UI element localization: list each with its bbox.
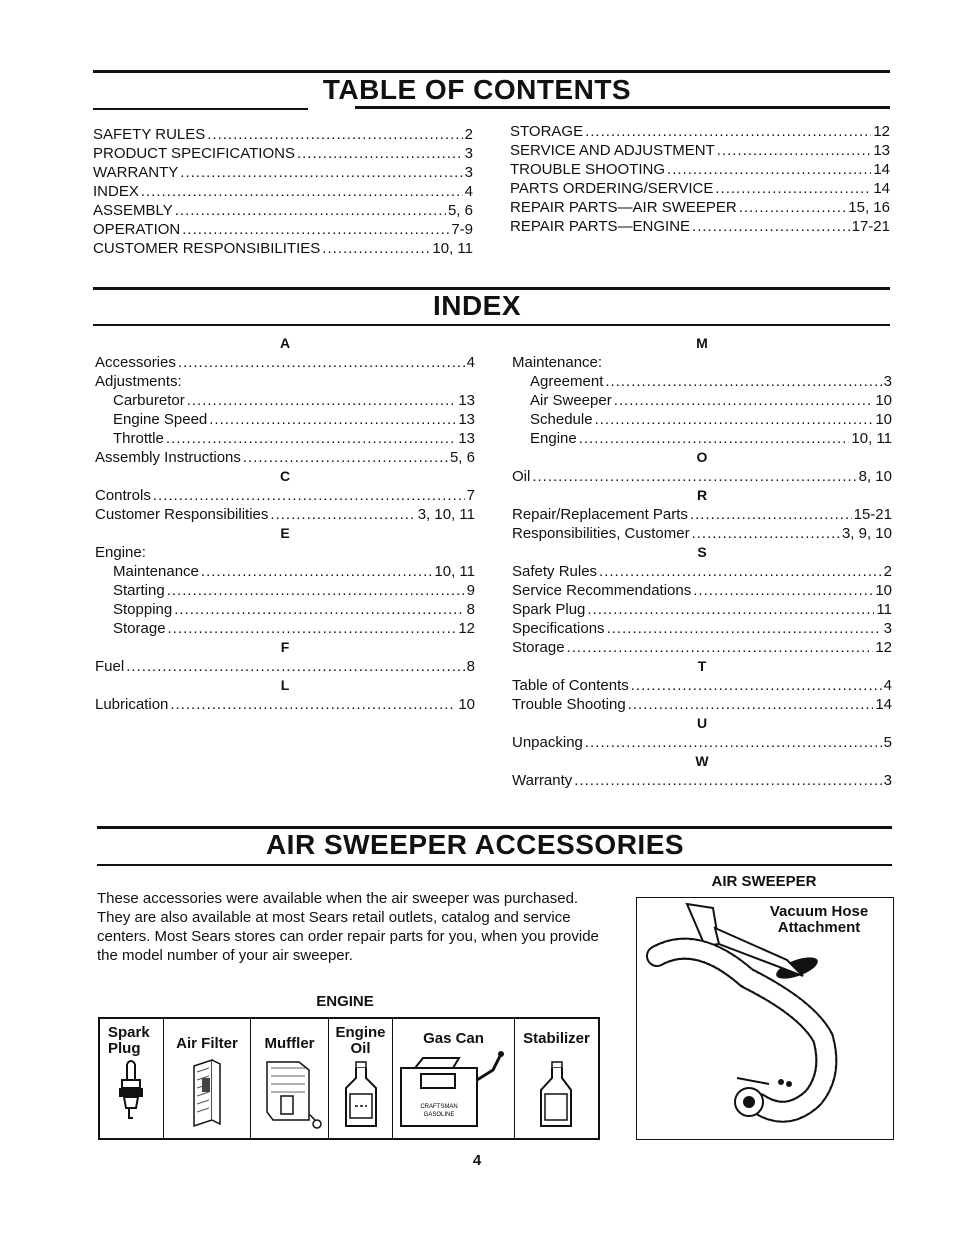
entry-label: Specifications bbox=[512, 620, 605, 637]
entry-label: Oil bbox=[512, 468, 531, 485]
dot-leader bbox=[631, 676, 882, 695]
entry-page: 10 bbox=[875, 411, 892, 428]
entry-label: PARTS ORDERING/SERVICE bbox=[510, 180, 714, 197]
dot-leader bbox=[174, 600, 464, 619]
entry-label: REPAIR PARTS—AIR SWEEPER bbox=[510, 199, 737, 216]
dot-leader bbox=[167, 581, 465, 600]
index-subentry bbox=[512, 410, 892, 429]
entry-page: 3, 10, 11 bbox=[417, 506, 475, 523]
toc-top-rule bbox=[93, 70, 890, 73]
index-subentry bbox=[95, 391, 475, 410]
entry-label: Accessories bbox=[95, 354, 176, 371]
dot-leader bbox=[667, 160, 871, 179]
entry-page: 13 bbox=[458, 430, 475, 447]
entry-page: 10 bbox=[875, 392, 892, 409]
entry-label: Service Recommendations bbox=[512, 582, 692, 599]
dot-leader bbox=[587, 600, 874, 619]
accessory-label: Air Filter bbox=[176, 1035, 238, 1052]
gas-can-brand: CRAFTSMAN bbox=[420, 1104, 458, 1110]
dot-leader bbox=[166, 429, 456, 448]
entry-page: 8 bbox=[466, 658, 475, 675]
accessory-air-filter bbox=[164, 1019, 251, 1138]
entry-page: 15, 16 bbox=[848, 199, 890, 216]
entry-label: ASSEMBLY bbox=[93, 202, 173, 219]
entry-page: 10, 11 bbox=[851, 430, 892, 447]
spark-plug-icon bbox=[100, 1054, 164, 1134]
dot-leader bbox=[126, 657, 464, 676]
dot-leader bbox=[693, 581, 873, 600]
toc-entry bbox=[510, 217, 890, 236]
index-entry bbox=[512, 524, 892, 543]
entry-label: Table of Contents bbox=[512, 677, 629, 694]
entry-page: 9 bbox=[466, 582, 475, 599]
toc-entry bbox=[510, 122, 890, 141]
accessories-title: AIR SWEEPER ACCESSORIES bbox=[265, 829, 685, 860]
entry-page: 2 bbox=[464, 126, 473, 143]
sweeper-label: AIR SWEEPER bbox=[711, 873, 817, 890]
accessory-label: Spark Plug bbox=[108, 1024, 150, 1057]
index-letter: A bbox=[279, 335, 291, 351]
toc-entry bbox=[510, 141, 890, 160]
entry-label: Unpacking bbox=[512, 734, 583, 751]
toc-entry bbox=[93, 220, 473, 239]
entry-page: 3 bbox=[464, 145, 473, 162]
entry-label: SERVICE AND ADJUSTMENT bbox=[510, 142, 715, 159]
index-entry bbox=[512, 619, 892, 638]
entry-page: 8, 10 bbox=[858, 468, 892, 485]
entry-label: Assembly Instructions bbox=[95, 449, 241, 466]
toc-left-column bbox=[93, 125, 473, 258]
index-entry bbox=[512, 771, 892, 790]
index-group-heading: Engine: bbox=[95, 544, 146, 561]
index-group-heading: Adjustments: bbox=[95, 373, 182, 390]
index-letter: L bbox=[280, 677, 290, 693]
toc-entry bbox=[93, 144, 473, 163]
dot-leader bbox=[170, 695, 456, 714]
index-letter: E bbox=[280, 525, 290, 541]
dot-leader bbox=[168, 619, 457, 638]
toc-title: TABLE OF CONTENTS bbox=[322, 74, 632, 105]
oil-bottle-icon bbox=[329, 1054, 393, 1134]
entry-page: 3, 9, 10 bbox=[841, 525, 892, 542]
entry-page: 5, 6 bbox=[447, 202, 473, 219]
dot-leader bbox=[187, 391, 457, 410]
dot-leader bbox=[270, 505, 415, 524]
dot-leader bbox=[595, 410, 874, 429]
index-entry bbox=[95, 448, 475, 467]
index-subentry bbox=[95, 619, 475, 638]
dot-leader bbox=[607, 619, 882, 638]
dot-leader bbox=[243, 448, 448, 467]
entry-label: REPAIR PARTS—ENGINE bbox=[510, 218, 691, 235]
entry-label: Lubrication bbox=[95, 696, 169, 713]
entry-label: Agreement bbox=[530, 373, 604, 390]
entry-page: 12 bbox=[873, 123, 890, 140]
index-entry bbox=[95, 486, 475, 505]
index-subentry bbox=[512, 372, 892, 391]
dot-leader bbox=[628, 695, 874, 714]
dot-leader bbox=[599, 562, 882, 581]
entry-page: 10 bbox=[458, 696, 475, 713]
entry-label: Storage bbox=[113, 620, 166, 637]
toc-bottom-rule-left bbox=[93, 108, 308, 110]
dot-leader bbox=[715, 179, 871, 198]
accessory-label: Engine Oil bbox=[335, 1024, 386, 1057]
index-letter: U bbox=[696, 715, 708, 731]
index-letter: R bbox=[696, 487, 708, 503]
entry-label: Controls bbox=[95, 487, 151, 504]
entry-page: 2 bbox=[883, 563, 892, 580]
accessory-label: Gas Can bbox=[423, 1030, 484, 1047]
entry-label: Storage bbox=[512, 639, 565, 656]
entry-label: Safety Rules bbox=[512, 563, 598, 580]
entry-label: Stopping bbox=[113, 601, 173, 618]
page-number: 4 bbox=[472, 1152, 482, 1169]
entry-page: 13 bbox=[458, 411, 475, 428]
entry-label: Carburetor bbox=[113, 392, 185, 409]
accessory-label: Stabilizer bbox=[523, 1030, 590, 1047]
dot-leader bbox=[614, 391, 874, 410]
toc-entry bbox=[510, 198, 890, 217]
dot-leader bbox=[182, 220, 449, 239]
entry-page: 13 bbox=[458, 392, 475, 409]
index-subentry bbox=[95, 429, 475, 448]
dot-leader bbox=[153, 486, 465, 505]
dot-leader bbox=[180, 163, 462, 182]
entry-page: 10 bbox=[875, 582, 892, 599]
dot-leader bbox=[532, 467, 856, 486]
dot-leader bbox=[178, 353, 465, 372]
entry-page: 7 bbox=[466, 487, 475, 504]
entry-page: 13 bbox=[873, 142, 890, 159]
entry-page: 12 bbox=[458, 620, 475, 637]
index-subentry bbox=[95, 581, 475, 600]
toc-entry bbox=[93, 201, 473, 220]
dot-leader bbox=[567, 638, 874, 657]
accessory-gas-can bbox=[393, 1019, 515, 1138]
entry-label: INDEX bbox=[93, 183, 139, 200]
dot-leader bbox=[201, 562, 433, 581]
entry-page: 17-21 bbox=[851, 218, 890, 235]
entry-label: Starting bbox=[113, 582, 165, 599]
index-subentry bbox=[512, 429, 892, 448]
index-entry bbox=[512, 695, 892, 714]
index-subentry bbox=[512, 391, 892, 410]
vacuum-hose-label: Vacuum Hose Attachment bbox=[769, 903, 869, 936]
entry-page: 11 bbox=[876, 601, 892, 618]
entry-label: Responsibilities, Customer bbox=[512, 525, 690, 542]
gas-can-fuel: GASOLINE bbox=[423, 1112, 455, 1118]
accessory-muffler bbox=[251, 1019, 329, 1138]
entry-label: Customer Responsibilities bbox=[95, 506, 269, 523]
air-filter-icon bbox=[164, 1054, 251, 1134]
toc-entry bbox=[93, 163, 473, 182]
entry-page: 14 bbox=[873, 161, 890, 178]
accessory-spark-plug bbox=[100, 1019, 164, 1138]
toc-entry bbox=[93, 125, 473, 144]
entry-label: Repair/Replacement Parts bbox=[512, 506, 688, 523]
toc-right-column bbox=[510, 122, 890, 236]
dot-leader bbox=[209, 410, 456, 429]
index-entry bbox=[512, 505, 892, 524]
index-entry bbox=[95, 505, 475, 524]
dot-leader bbox=[579, 429, 850, 448]
dot-leader bbox=[690, 505, 852, 524]
index-group-heading: Maintenance: bbox=[512, 354, 603, 371]
toc-entry bbox=[510, 179, 890, 198]
index-subentry bbox=[95, 410, 475, 429]
entry-page: 10, 11 bbox=[432, 240, 473, 257]
index-letter: W bbox=[695, 753, 709, 769]
toc-entry bbox=[93, 182, 473, 201]
dot-leader bbox=[297, 144, 463, 163]
entry-label: STORAGE bbox=[510, 123, 584, 140]
index-entry bbox=[95, 657, 475, 676]
index-entry bbox=[95, 695, 475, 714]
index-bottom-rule bbox=[93, 324, 890, 326]
dot-leader bbox=[322, 239, 430, 258]
dot-leader bbox=[692, 217, 850, 236]
index-subentry bbox=[95, 600, 475, 619]
dot-leader bbox=[585, 733, 882, 752]
dot-leader bbox=[574, 771, 881, 790]
index-entry bbox=[512, 581, 892, 600]
entry-page: 3 bbox=[464, 164, 473, 181]
entry-label: WARRANTY bbox=[93, 164, 179, 181]
index-entry bbox=[512, 562, 892, 581]
entry-label: Air Sweeper bbox=[530, 392, 612, 409]
accessories-bottom-rule bbox=[97, 864, 892, 866]
entry-label: OPERATION bbox=[93, 221, 181, 238]
index-title: INDEX bbox=[432, 290, 522, 321]
index-letter: S bbox=[697, 544, 707, 560]
engine-label: ENGINE bbox=[316, 993, 374, 1010]
entry-label: Maintenance bbox=[113, 563, 199, 580]
entry-page: 14 bbox=[875, 696, 892, 713]
accessories-intro: These accessories were available when the air sweeper was purchased. They are also available at most Sears retail outlets, catalog and service centers. Most Sears stores can order repair parts for you, when you provide the model number of your air sweeper. bbox=[97, 890, 599, 964]
entry-label: Engine Speed bbox=[113, 411, 208, 428]
accessory-engine-oil bbox=[329, 1019, 393, 1138]
entry-page: 15-21 bbox=[853, 506, 892, 523]
index-entry bbox=[512, 600, 892, 619]
entry-page: 3 bbox=[883, 620, 892, 637]
index-subentry bbox=[95, 562, 475, 581]
entry-label: Trouble Shooting bbox=[512, 696, 626, 713]
dot-leader bbox=[717, 141, 872, 160]
accessory-label: Muffler bbox=[264, 1035, 315, 1052]
entry-page: 4 bbox=[464, 183, 473, 200]
entry-label: Throttle bbox=[113, 430, 164, 447]
entry-label: TROUBLE SHOOTING bbox=[510, 161, 666, 178]
accessory-stabilizer bbox=[515, 1019, 598, 1138]
entry-page: 12 bbox=[875, 639, 892, 656]
dot-leader bbox=[692, 524, 840, 543]
stabilizer-bottle-icon bbox=[515, 1054, 598, 1134]
entry-page: 4 bbox=[466, 354, 475, 371]
index-entry bbox=[512, 467, 892, 486]
index-letter: O bbox=[696, 449, 708, 465]
index-entry bbox=[512, 676, 892, 695]
entry-label: Warranty bbox=[512, 772, 573, 789]
entry-page: 4 bbox=[883, 677, 892, 694]
index-entry bbox=[512, 638, 892, 657]
index-entry bbox=[95, 353, 475, 372]
toc-entry bbox=[93, 239, 473, 258]
vacuum-hose-icon bbox=[637, 898, 893, 1138]
index-right-column bbox=[512, 334, 892, 790]
dot-leader bbox=[141, 182, 463, 201]
index-letter: F bbox=[280, 639, 290, 655]
toc-bottom-rule-right bbox=[355, 106, 890, 109]
entry-label: CUSTOMER RESPONSIBILITIES bbox=[93, 240, 321, 257]
entry-label: Fuel bbox=[95, 658, 125, 675]
entry-label: PRODUCT SPECIFICATIONS bbox=[93, 145, 295, 162]
entry-page: 3 bbox=[883, 772, 892, 789]
dot-leader bbox=[605, 372, 881, 391]
entry-page: 10, 11 bbox=[434, 563, 475, 580]
dot-leader bbox=[175, 201, 446, 220]
dot-leader bbox=[585, 122, 871, 141]
entry-page: 14 bbox=[873, 180, 890, 197]
index-letter: C bbox=[279, 468, 291, 484]
entry-label: Engine bbox=[530, 430, 577, 447]
entry-label: Schedule bbox=[530, 411, 593, 428]
entry-page: 3 bbox=[883, 373, 892, 390]
dot-leader bbox=[207, 125, 462, 144]
index-letter: T bbox=[697, 658, 707, 674]
entry-page: 7-9 bbox=[451, 221, 473, 238]
index-entry bbox=[512, 733, 892, 752]
toc-entry bbox=[510, 160, 890, 179]
index-letter: M bbox=[696, 335, 708, 351]
muffler-icon bbox=[251, 1054, 329, 1134]
gas-can-icon bbox=[393, 1050, 515, 1134]
entry-label: SAFETY RULES bbox=[93, 126, 206, 143]
entry-label: Spark Plug bbox=[512, 601, 586, 618]
engine-accessories-table bbox=[98, 1017, 600, 1140]
dot-leader bbox=[739, 198, 847, 217]
index-left-column bbox=[95, 334, 475, 714]
sweeper-accessory-box bbox=[636, 897, 894, 1140]
entry-page: 8 bbox=[466, 601, 475, 618]
entry-page: 5 bbox=[883, 734, 892, 751]
entry-page: 5, 6 bbox=[449, 449, 475, 466]
